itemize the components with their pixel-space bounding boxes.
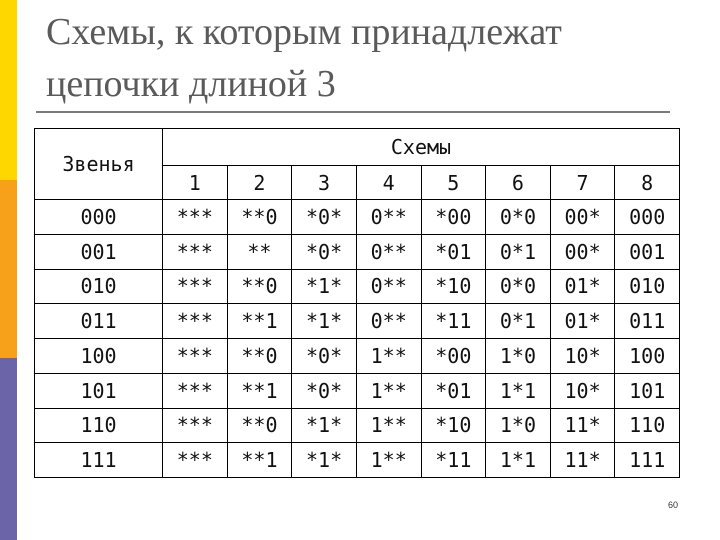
scheme-cell: *1* (292, 304, 357, 339)
scheme-cell: 001 (615, 234, 680, 269)
scheme-cell: *1* (292, 269, 357, 304)
scheme-cell: 100 (615, 339, 680, 374)
column-header: 5 (421, 166, 486, 200)
table-row (35, 304, 680, 339)
scheme-cell: *** (163, 408, 228, 443)
row-header-cell: Звенья (35, 129, 163, 200)
scheme-cell: 0** (356, 234, 421, 269)
scheme-cell: *01 (421, 373, 486, 408)
scheme-cell: 0*1 (486, 234, 551, 269)
column-header: 6 (486, 166, 551, 200)
link-cell: 000 (35, 200, 163, 235)
link-cell: 010 (35, 269, 163, 304)
link-cell: 110 (35, 408, 163, 443)
scheme-cell: 11* (550, 443, 615, 478)
scheme-cell: **1 (227, 443, 292, 478)
scheme-cell: **0 (227, 200, 292, 235)
scheme-cell: 00* (550, 200, 615, 235)
scheme-cell: 1*0 (486, 408, 551, 443)
table-row (35, 269, 680, 304)
scheme-cell: 10* (550, 373, 615, 408)
slide-title-line-2: цепочки длиной 3 (46, 63, 336, 105)
scheme-cell: 1** (356, 339, 421, 374)
slide-title (46, 6, 686, 110)
scheme-cell: *00 (421, 339, 486, 374)
scheme-cell: *01 (421, 234, 486, 269)
page-number: 60 (667, 500, 678, 510)
scheme-cell: **0 (227, 408, 292, 443)
scheme-cell: *0* (292, 234, 357, 269)
scheme-cell: *11 (421, 443, 486, 478)
scheme-cell: *** (163, 443, 228, 478)
scheme-cell: 0*1 (486, 304, 551, 339)
scheme-cell: 000 (615, 200, 680, 235)
scheme-cell: **0 (227, 339, 292, 374)
scheme-cell: 0*0 (486, 269, 551, 304)
scheme-cell: *** (163, 234, 228, 269)
scheme-cell: *10 (421, 269, 486, 304)
title-underline (36, 111, 670, 113)
scheme-cell: *0* (292, 200, 357, 235)
scheme-cell: 101 (615, 373, 680, 408)
table-row (35, 339, 680, 374)
scheme-cell: *** (163, 373, 228, 408)
link-cell: 011 (35, 304, 163, 339)
scheme-cell: 01* (550, 304, 615, 339)
scheme-cell: *** (163, 339, 228, 374)
column-header: 8 (615, 166, 680, 200)
scheme-cell: 0*0 (486, 200, 551, 235)
scheme-cell: 1** (356, 443, 421, 478)
scheme-cell: 1** (356, 408, 421, 443)
scheme-cell: 011 (615, 304, 680, 339)
table-row (35, 408, 680, 443)
column-header: 1 (163, 166, 228, 200)
table-row (35, 373, 680, 408)
link-cell: 001 (35, 234, 163, 269)
scheme-cell: 010 (615, 269, 680, 304)
scheme-cell: **1 (227, 304, 292, 339)
scheme-cell: *11 (421, 304, 486, 339)
scheme-cell: *0* (292, 339, 357, 374)
scheme-cell: 0** (356, 200, 421, 235)
scheme-cell: *** (163, 200, 228, 235)
group-header-cell: Схемы (163, 129, 680, 166)
slide-title-line-1: Схемы, к которым принадлежат (46, 11, 562, 53)
scheme-cell: 11* (550, 408, 615, 443)
scheme-cell: 1** (356, 373, 421, 408)
scheme-cell: 00* (550, 234, 615, 269)
scheme-cell: *** (163, 304, 228, 339)
scheme-cell: 1*1 (486, 373, 551, 408)
table-row (35, 234, 680, 269)
column-header: 2 (227, 166, 292, 200)
scheme-cell: ** (227, 234, 292, 269)
accent-bar-purple (0, 358, 17, 540)
table-row (35, 200, 680, 235)
scheme-cell: 1*0 (486, 339, 551, 374)
scheme-cell: *0* (292, 373, 357, 408)
scheme-cell: *1* (292, 443, 357, 478)
scheme-cell: 111 (615, 443, 680, 478)
column-header: 7 (550, 166, 615, 200)
scheme-cell: *1* (292, 408, 357, 443)
scheme-cell: *10 (421, 408, 486, 443)
scheme-cell: 10* (550, 339, 615, 374)
column-header: 4 (356, 166, 421, 200)
scheme-cell: 0** (356, 269, 421, 304)
scheme-cell: *00 (421, 200, 486, 235)
accent-bar-yellow (0, 0, 17, 180)
table-row (35, 443, 680, 478)
table-body (35, 200, 680, 478)
column-header: 3 (292, 166, 357, 200)
scheme-cell: 110 (615, 408, 680, 443)
scheme-cell: 01* (550, 269, 615, 304)
scheme-cell: **0 (227, 269, 292, 304)
link-cell: 111 (35, 443, 163, 478)
link-cell: 100 (35, 339, 163, 374)
scheme-cell: **1 (227, 373, 292, 408)
link-cell: 101 (35, 373, 163, 408)
accent-bar-orange (0, 180, 17, 358)
scheme-cell: 0** (356, 304, 421, 339)
schemes-table (34, 128, 680, 478)
scheme-cell: 1*1 (486, 443, 551, 478)
scheme-cell: *** (163, 269, 228, 304)
